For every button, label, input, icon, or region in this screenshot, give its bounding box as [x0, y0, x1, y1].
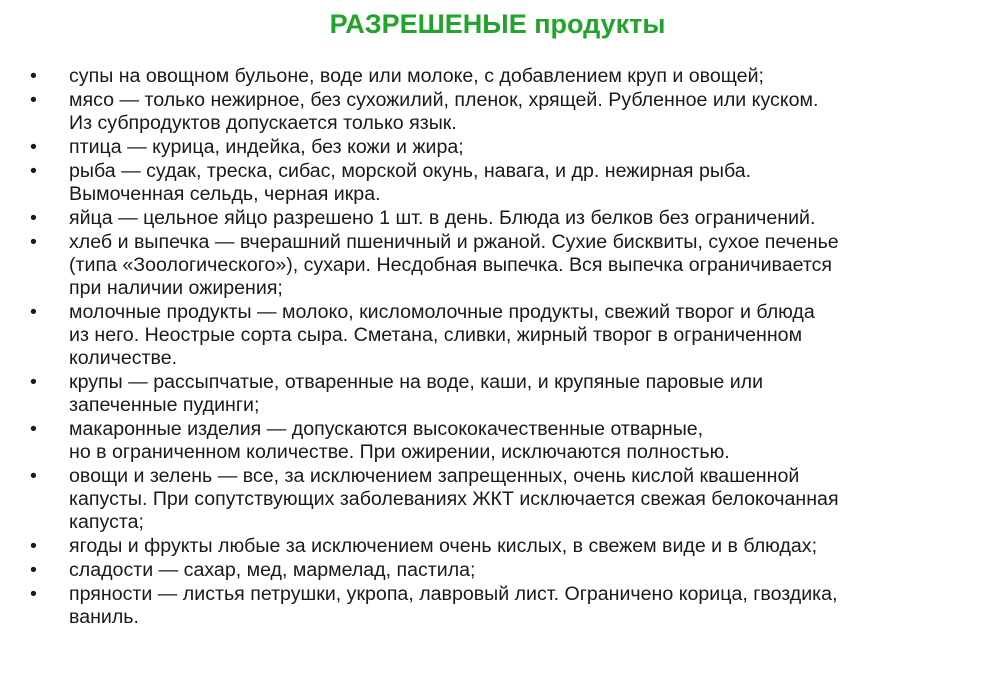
list-item-text: Вымоченная сельдь, черная икра.: [69, 183, 381, 205]
bullet-icon: •: [30, 301, 37, 323]
list-item-text: макаронные изделия — допускаются высококачественные отварные,: [69, 418, 704, 440]
list-item-text: молочные продукты — молоко, кисломолочные продукты, свежий творог и блюда: [69, 301, 815, 323]
list-item-text: ваниль.: [69, 606, 139, 628]
list-item-text: капусты. При сопутствующих заболеваниях ЖКТ исключается свежая белокочанная: [69, 488, 839, 510]
list-item: [30, 301, 975, 370]
bullet-icon: •: [30, 231, 37, 253]
list-item: [30, 559, 975, 582]
list-item-text: запеченные пудинги;: [69, 394, 260, 416]
list-item-text: овощи и зелень — все, за исключением запрещенных, очень кислой квашенной: [69, 465, 800, 487]
list-item-text: супы на овощном бульоне, воде или молоке, с добавлением круп и овощей;: [69, 65, 764, 87]
list-item: [30, 535, 975, 558]
list-item-text: мясо — только нежирное, без сухожилий, пленок, хрящей. Рубленное или куском.: [69, 89, 819, 111]
bullet-icon: •: [30, 583, 37, 605]
list-item-text: количестве.: [69, 347, 178, 369]
list-item: [30, 371, 975, 417]
list-item-text: (типа «Зоологического»), сухари. Несдобная выпечка. Вся выпечка ограничивается: [69, 254, 833, 276]
list-item: [30, 465, 975, 534]
bullet-icon: •: [30, 160, 37, 182]
list-item: [30, 583, 975, 629]
list-item-text: из него. Неострые сорта сыра. Сметана, сливки, жирный творог в ограниченном: [69, 324, 803, 346]
list-item: [30, 89, 975, 135]
list-item-text: Из субпродуктов допускается только язык.: [69, 112, 457, 134]
list-item: [30, 65, 975, 88]
list-item-text: капуста;: [69, 511, 144, 533]
allowed-products-list: [30, 65, 975, 630]
bullet-icon: •: [30, 418, 37, 440]
page-title: РАЗРЕШЕНЫЕ продукты: [329, 9, 666, 39]
bullet-icon: •: [30, 371, 37, 393]
bullet-icon: •: [30, 136, 37, 158]
list-item-text: но в ограниченном количестве. При ожирении, исключаются полностью.: [69, 441, 730, 463]
list-item: [30, 418, 975, 464]
bullet-icon: •: [30, 89, 37, 111]
list-item-text: сладости — сахар, мед, мармелад, пастила;: [69, 559, 476, 581]
list-item: [30, 136, 975, 159]
bullet-icon: •: [30, 465, 37, 487]
list-item-text: ягоды и фрукты любые за исключением очень кислых, в свежем виде и в блюдах;: [69, 535, 818, 557]
list-item-text: хлеб и выпечка — вчерашний пшеничный и ржаной. Сухие бисквиты, сухое печенье: [69, 231, 839, 253]
list-item-text: крупы — рассыпчатые, отваренные на воде, каши, и крупяные паровые или: [69, 371, 764, 393]
list-item: [30, 231, 975, 300]
bullet-icon: •: [30, 207, 37, 229]
list-item-text: при наличии ожирения;: [69, 277, 283, 299]
bullet-icon: •: [30, 65, 37, 87]
bullet-icon: •: [30, 535, 37, 557]
list-item-text: яйца — цельное яйцо разрешено 1 шт. в день. Блюда из белков без ограничений.: [69, 207, 816, 229]
list-item: [30, 207, 975, 230]
bullet-icon: •: [30, 559, 37, 581]
list-item-text: рыба — судак, треска, сибас, морской окунь, навага, и др. нежирная рыба.: [69, 160, 752, 182]
list-item-text: пряности — листья петрушки, укропа, лавровый лист. Ограничено корица, гвоздика,: [69, 583, 838, 605]
list-item-text: птица — курица, индейка, без кожи и жира;: [69, 136, 464, 158]
list-item: [30, 160, 975, 206]
